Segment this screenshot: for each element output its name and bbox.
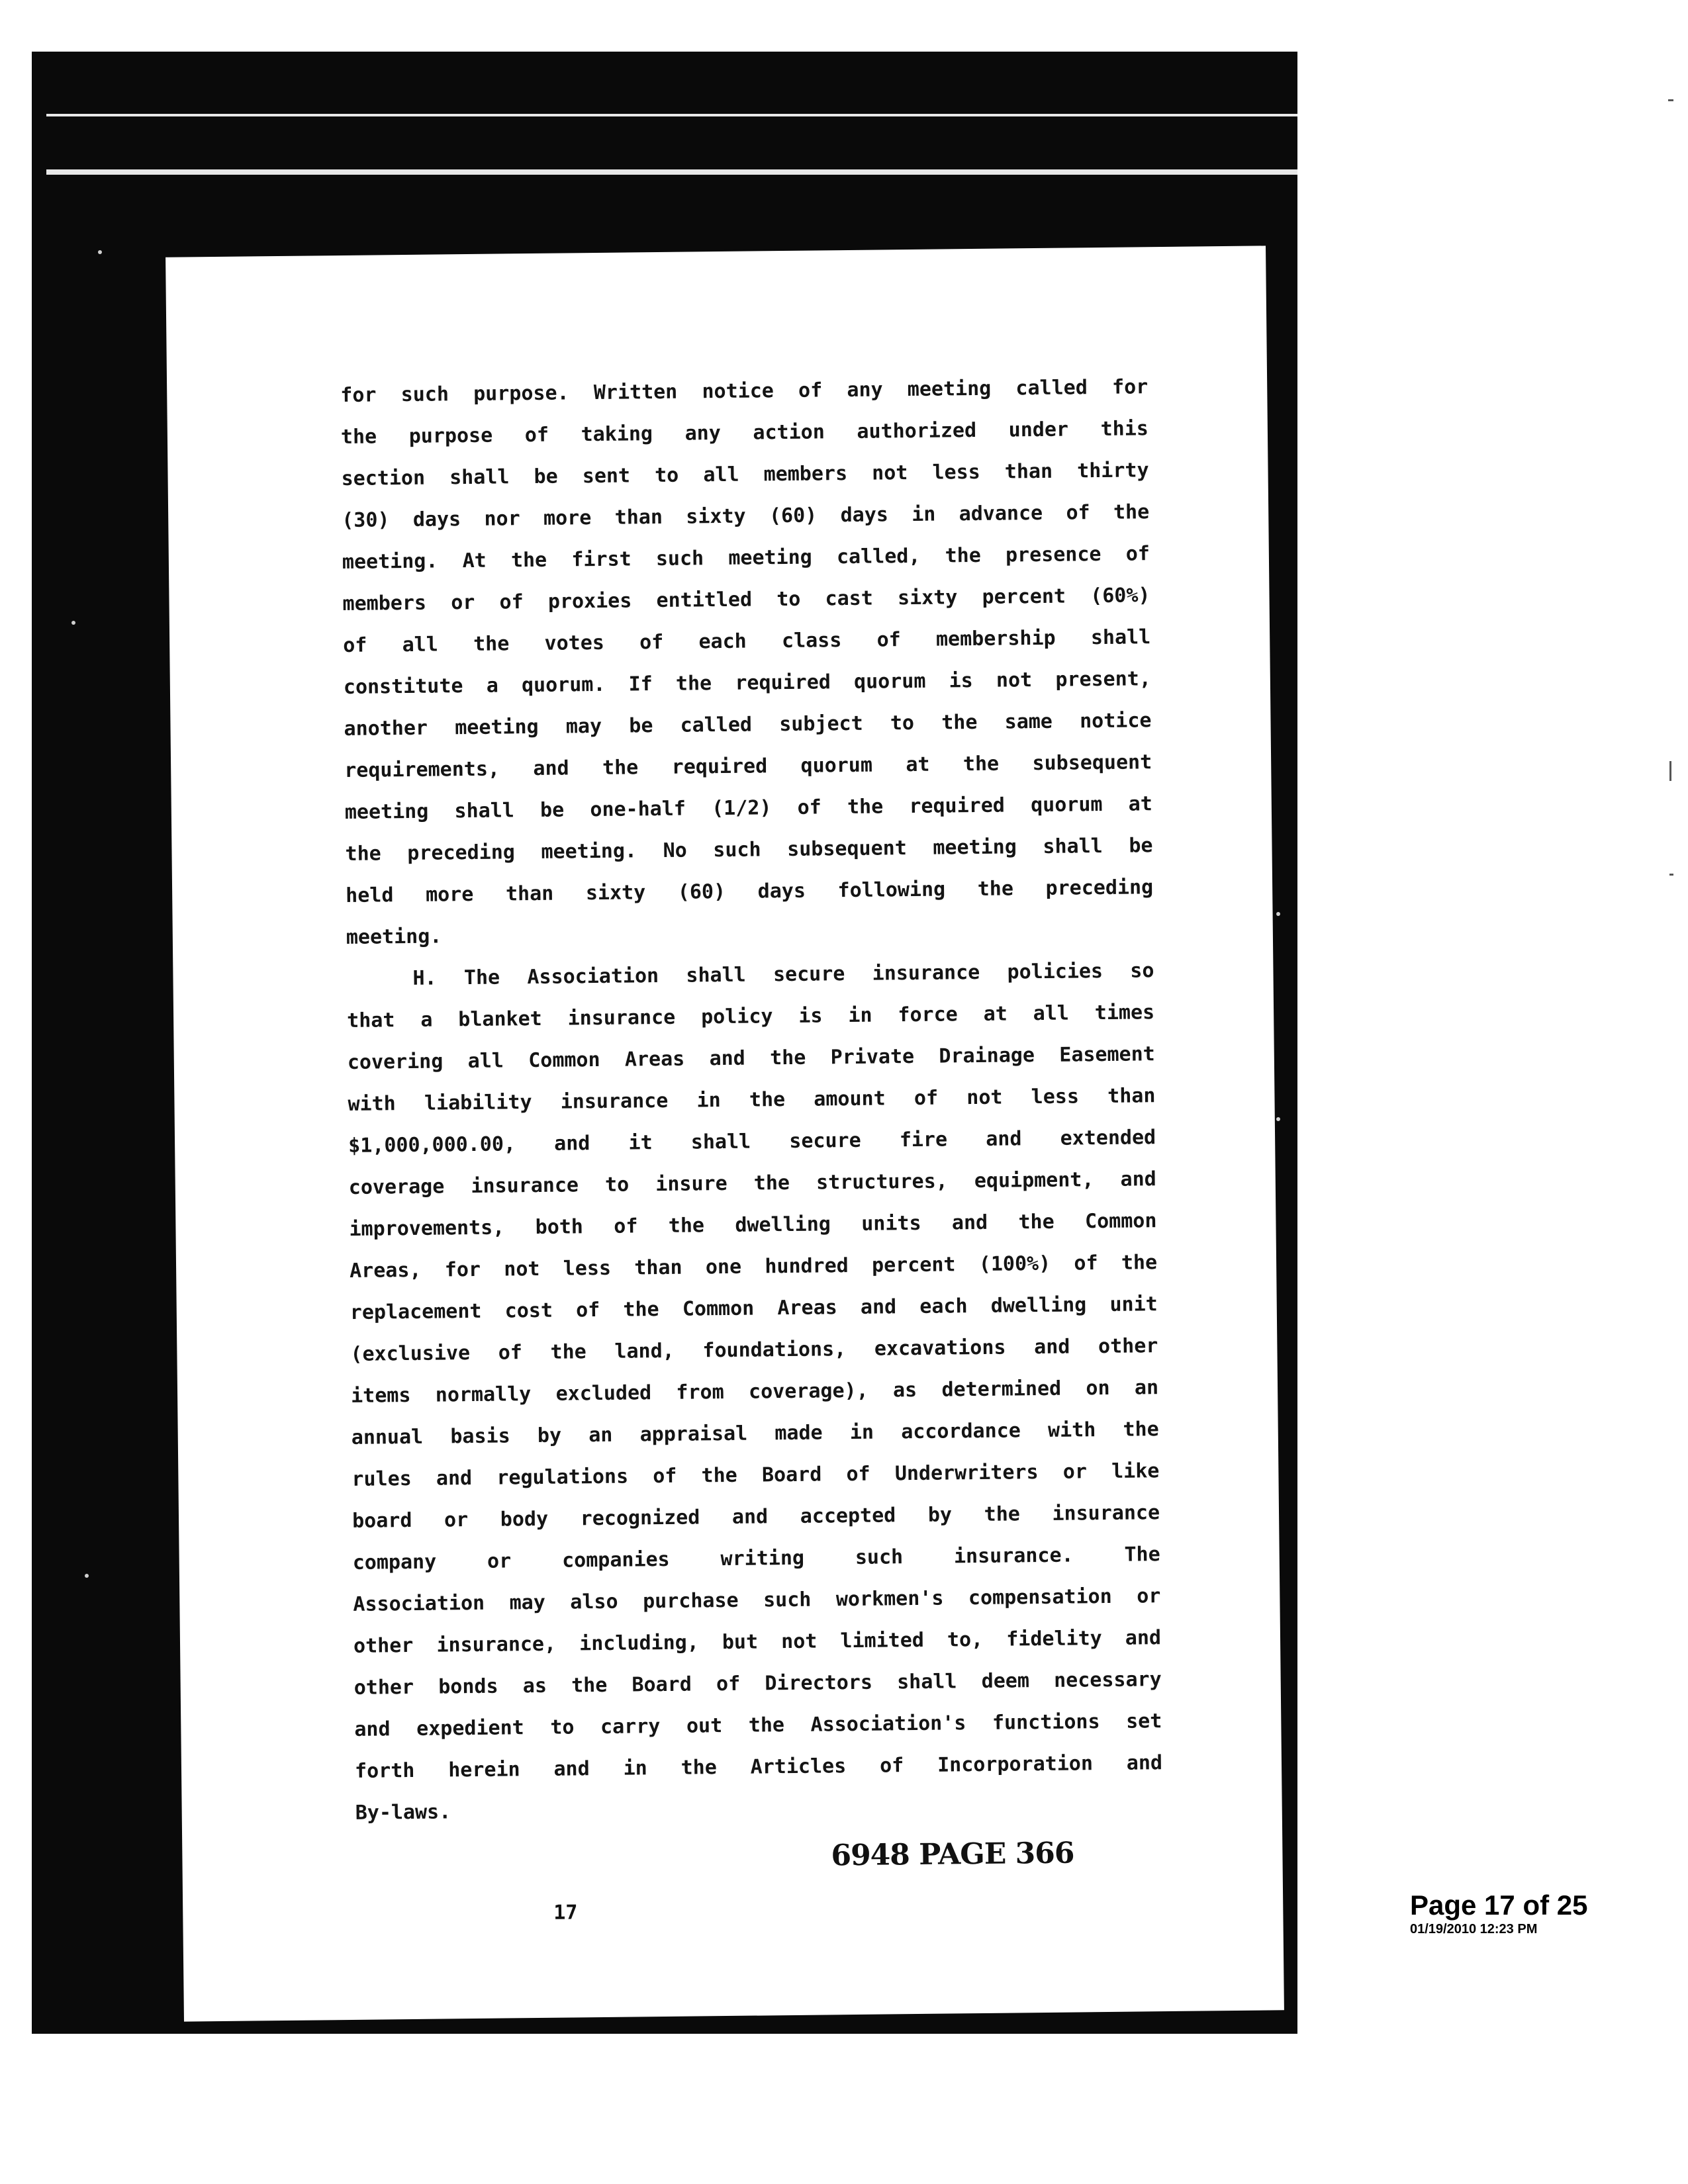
scan-speck bbox=[71, 621, 75, 625]
text-line: and expedient to carry out the Association's functions set bbox=[354, 1709, 1162, 1741]
text-line: forth herein and in the Articles of Incorporation and bbox=[354, 1751, 1163, 1783]
text-line: meeting. bbox=[346, 925, 442, 949]
page-footer bbox=[1410, 1890, 1662, 1938]
margin-tick bbox=[1668, 99, 1673, 101]
text-line: the preceding meeting. No such subsequent meeting shall be bbox=[345, 834, 1153, 866]
margin-tick bbox=[1669, 874, 1673, 876]
text-line: held more than sixty (60) days following the preceding bbox=[346, 876, 1154, 907]
text-line: other insurance, including, but not limited to, fidelity and bbox=[353, 1626, 1162, 1658]
text-line: that a blanket insurance policy is in force at all times bbox=[346, 1001, 1155, 1032]
text-line: company or companies writing such insurance. The bbox=[352, 1543, 1160, 1574]
text-line: By-laws. bbox=[355, 1800, 451, 1825]
text-line: constitute a quorum. If the required quorum is not present, bbox=[343, 667, 1152, 699]
text-line: board or body recognized and accepted by the insurance bbox=[352, 1501, 1160, 1533]
margin-tick bbox=[1669, 761, 1671, 781]
scanned-page-frame bbox=[32, 52, 1297, 2034]
document-page bbox=[165, 246, 1284, 2021]
page-number: 17 bbox=[553, 1901, 578, 1925]
text-line: the purpose of taking any action authorized under this bbox=[340, 417, 1149, 449]
scan-speck bbox=[1276, 1117, 1280, 1121]
text-line: replacement cost of the Common Areas and each dwelling unit bbox=[350, 1293, 1158, 1324]
scan-streak bbox=[46, 169, 1297, 175]
text-line: $1,000,000.00, and it shall secure fire and extended bbox=[348, 1126, 1156, 1158]
text-line: meeting shall be one-half (1/2) of the required quorum at bbox=[344, 792, 1153, 824]
section-heading-line: H. The Association shall secure insurance policies so bbox=[412, 959, 1154, 990]
text-line: covering all Common Areas and the Private Drainage Easement bbox=[347, 1042, 1155, 1074]
scan-speck bbox=[1276, 912, 1280, 916]
scan-speck bbox=[85, 1574, 89, 1578]
scan-streak bbox=[46, 114, 1297, 116]
text-line: members or of proxies entitled to cast sixty percent (60%) bbox=[342, 584, 1150, 616]
text-line: of all the votes of each class of membership shall bbox=[343, 625, 1151, 657]
text-line: with liability insurance in the amount of not less than bbox=[348, 1084, 1156, 1116]
text-line: meeting. At the first such meeting called, the presence of bbox=[342, 542, 1150, 574]
text-line: requirements, and the required quorum at the subsequent bbox=[344, 751, 1152, 782]
text-line: annual basis by an appraisal made in accordance with the bbox=[351, 1418, 1159, 1449]
text-line: Areas, for not less than one hundred percent (100%) of the bbox=[349, 1251, 1158, 1283]
text-line: section shall be sent to all members not less than thirty bbox=[341, 459, 1149, 491]
scan-speck bbox=[98, 250, 102, 254]
text-line: Association may also purchase such workmen's compensation or bbox=[353, 1584, 1161, 1616]
text-line: coverage insurance to insure the structures, equipment, and bbox=[348, 1167, 1156, 1199]
text-line: items normally excluded from coverage), as determined on an bbox=[350, 1376, 1159, 1408]
text-line: improvements, both of the dwelling units and the Common bbox=[349, 1209, 1157, 1241]
text-line: another meeting may be called subject to the same notice bbox=[344, 709, 1152, 741]
text-line: (exclusive of the land, foundations, excavations and other bbox=[350, 1334, 1158, 1366]
text-line: rules and regulations of the Board of Underwriters or like bbox=[352, 1459, 1160, 1491]
text-line: other bonds as the Board of Directors shall deem necessary bbox=[353, 1668, 1162, 1700]
page-count-label: Page 17 of 25 bbox=[1410, 1889, 1588, 1921]
document-body bbox=[340, 366, 1163, 1834]
print-timestamp: 01/19/2010 12:23 PM bbox=[1410, 1922, 1538, 1936]
text-line: (30) days nor more than sixty (60) days in advance of the bbox=[342, 500, 1150, 533]
text-line: for such purpose. Written notice of any meeting called for bbox=[340, 375, 1149, 408]
book-page-stamp: 6948 PAGE 366 bbox=[831, 1836, 1074, 1873]
